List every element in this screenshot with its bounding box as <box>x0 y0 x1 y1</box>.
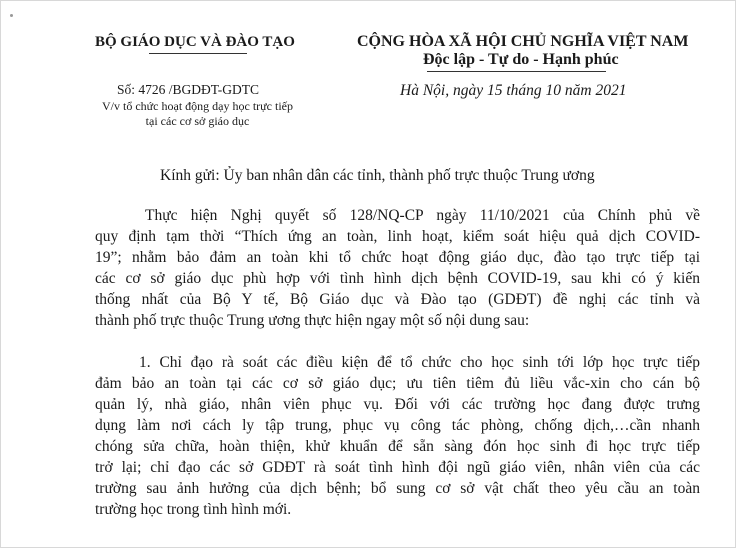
national-motto: Độc lập - Tự do - Hạnh phúc <box>423 51 619 68</box>
paragraph-intro <box>95 205 700 331</box>
paragraph-line: đảm bảo an toàn tại các cơ sở giáo dục; ưu tiên tiêm đủ liều vắc-xin cho cán bộ <box>95 375 700 392</box>
paragraph-line: 19”; nhằm bảo đảm an toàn khi tổ chức hoạt động giáo dục, đào tạo trực tiếp tại <box>95 249 700 266</box>
paragraph-line: Thực hiện Nghị quyết số 128/NQ-CP ngày 11/10/2021 của Chính phủ về <box>145 207 700 224</box>
paragraph-line: dụng làm nơi cách ly tập trung, phục vụ công tác phòng, chống dịch,…cần nhanh <box>95 417 700 434</box>
paragraph-line: trở lại; chỉ đạo các sở GDĐT rà soát tình hình đội ngũ giáo viên, nhân viên của các <box>95 459 700 476</box>
paragraph-item-1 <box>95 352 700 520</box>
subject-line: tại các cơ sở giáo dục <box>145 114 250 128</box>
paragraph-line: các cơ sở giáo dục phù hợp với tình hình dịch bệnh COVID-19, sau khi có ý kiến <box>95 270 700 287</box>
paragraph-line: chóng sửa chữa, hoàn thiện, khử khuẩn để sẵn sàng đón học sinh đi học trực tiếp <box>95 438 700 455</box>
ministry-underline <box>149 53 247 54</box>
paragraph-line: thống nhất của Bộ Y tế, Bộ Giáo dục và Đào tạo (GDĐT) đề nghị các tỉnh và <box>95 291 700 308</box>
paragraph-line: thành phố trực thuộc Trung ương thực hiện ngay một số nội dung sau: <box>95 312 530 329</box>
recipient-line: Kính gửi: Ủy ban nhân dân các tỉnh, thành phố trực thuộc Trung ương <box>160 167 595 184</box>
document-number: Số: 4726 /BGDĐT-GDTC <box>117 82 260 97</box>
motto-underline <box>427 71 606 72</box>
paragraph-line: quản lý, nhà giáo, nhân viên phục vụ. Đối với các trường học đang được trưng <box>95 396 700 413</box>
scan-dot <box>10 14 13 17</box>
date-line: Hà Nội, ngày 15 tháng 10 năm 2021 <box>400 82 627 99</box>
paragraph-line: 1. Chỉ đạo rà soát các điều kiện để tổ chức cho học sinh tới lớp học trực tiếp <box>139 354 700 371</box>
ministry-name: BỘ GIÁO DỤC VÀ ĐÀO TẠO <box>95 34 295 50</box>
subject-line: V/v tổ chức hoạt động dạy học trực tiếp <box>102 99 293 113</box>
nation-title: CỘNG HÒA XÃ HỘI CHỦ NGHĨA VIỆT NAM <box>357 33 689 50</box>
document-subject <box>89 99 306 129</box>
paragraph-line: trường sau ảnh hưởng của dịch bệnh; bổ sung cơ sở vật chất theo yêu cầu an toàn <box>95 480 700 497</box>
paragraph-line: trường học trong tình hình mới. <box>95 501 292 518</box>
paragraph-line: quy định tạm thời “Thích ứng an toàn, linh hoạt, kiểm soát hiệu quả dịch COVID- <box>95 228 700 245</box>
